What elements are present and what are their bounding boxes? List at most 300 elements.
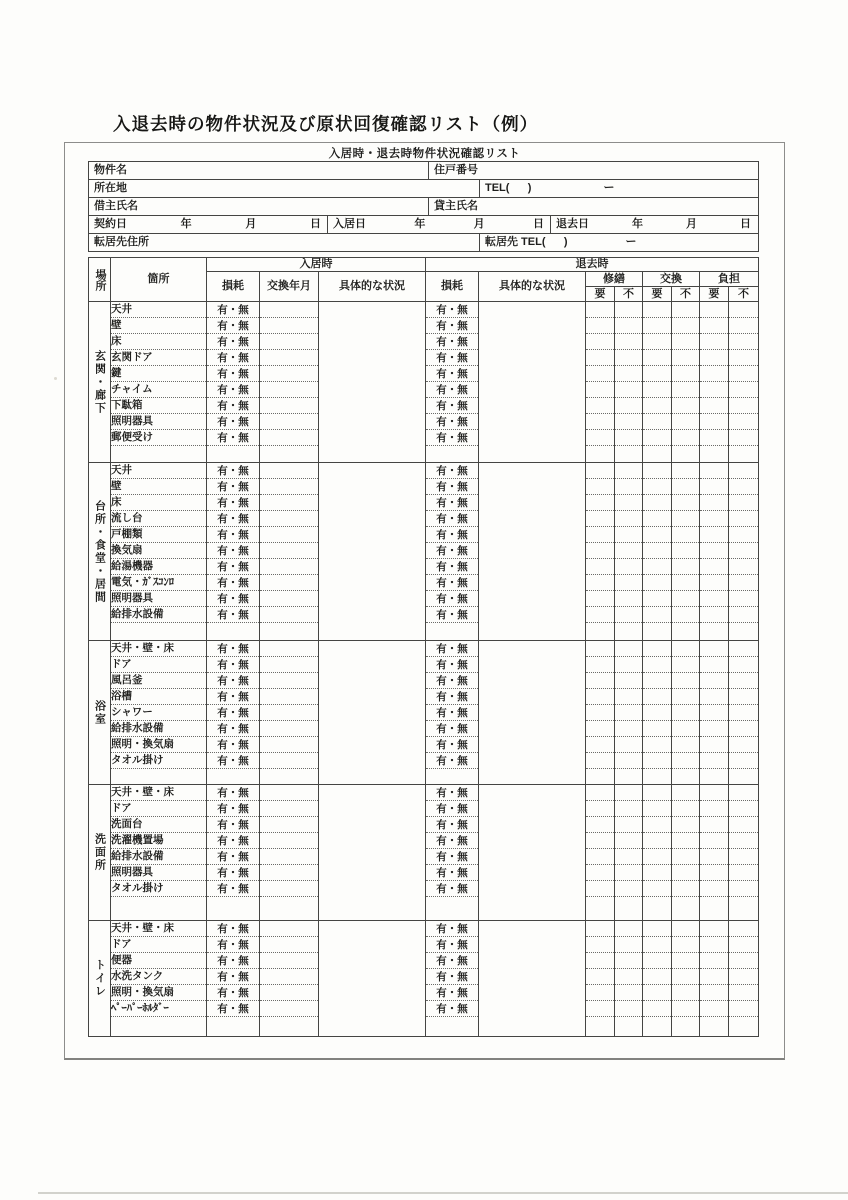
- replace-no-cell: [672, 705, 700, 721]
- burden-yes-cell: [700, 849, 729, 865]
- repair-yes-cell: [586, 865, 615, 881]
- repair-no-cell: [615, 318, 643, 334]
- repair-yes-cell: [586, 366, 615, 382]
- new-tel-field: [479, 234, 757, 251]
- exchange-date-empty: [260, 1017, 319, 1037]
- burden-no-cell: [729, 607, 759, 623]
- movein-wear-value: 有・無: [207, 527, 260, 543]
- replace-yes-cell: [643, 737, 672, 753]
- replace-yes-cell: [643, 511, 672, 527]
- burden-yes-empty: [700, 897, 729, 921]
- repair-yes-cell: [586, 641, 615, 657]
- moveout-wear-value: 有・無: [426, 673, 479, 689]
- replace-yes-cell: [643, 641, 672, 657]
- replace-yes-cell: [643, 969, 672, 985]
- exchange-date-cell: [260, 937, 319, 953]
- replace-no-empty: [672, 897, 700, 921]
- repair-yes-cell: [586, 801, 615, 817]
- burden-yes-cell: [700, 833, 729, 849]
- movein-wear-value: 有・無: [207, 366, 260, 382]
- header-movein: 入居時: [207, 258, 426, 272]
- replace-no-cell: [672, 382, 700, 398]
- repair-yes-cell: [586, 969, 615, 985]
- burden-no-cell: [729, 937, 759, 953]
- replace-yes-cell: [643, 479, 672, 495]
- moveout-wear-value: 有・無: [426, 495, 479, 511]
- replace-no-cell: [672, 673, 700, 689]
- burden-yes-cell: [700, 817, 729, 833]
- contract-day-label: 日: [309, 218, 321, 230]
- moveout-wear-value: 有・無: [426, 969, 479, 985]
- burden-no-cell: [729, 737, 759, 753]
- replace-yes-cell: [643, 753, 672, 769]
- movein-condition-cell: [319, 921, 426, 1037]
- replace-yes-empty: [643, 897, 672, 921]
- replace-no-cell: [672, 591, 700, 607]
- repair-yes-cell: [586, 737, 615, 753]
- movein-condition-cell: [319, 785, 426, 921]
- repair-no-cell: [615, 414, 643, 430]
- burden-yes-cell: [700, 673, 729, 689]
- header-burden-not: 不: [729, 287, 759, 302]
- moveout-day-label: 日: [740, 218, 751, 230]
- burden-no-cell: [729, 575, 759, 591]
- exchange-date-cell: [260, 753, 319, 769]
- replace-no-cell: [672, 953, 700, 969]
- replace-yes-cell: [643, 607, 672, 623]
- scan-artifact-speck: [54, 377, 57, 380]
- burden-no-cell: [729, 511, 759, 527]
- header-movein-condition: 具体的な状況: [319, 272, 426, 302]
- replace-yes-cell: [643, 382, 672, 398]
- movein-wear-value: 有・無: [207, 785, 260, 801]
- moveout-wear-value: 有・無: [426, 543, 479, 559]
- moveout-wear-empty: [426, 1017, 479, 1037]
- exchange-date-cell: [260, 641, 319, 657]
- replace-no-empty: [672, 1017, 700, 1037]
- unit-number-field: 住戸番号: [428, 162, 757, 179]
- moveout-wear-value: 有・無: [426, 511, 479, 527]
- moveout-wear-value: 有・無: [426, 937, 479, 953]
- tel-dash: ー: [603, 182, 615, 194]
- item-label: 水洗タンク: [111, 969, 207, 985]
- burden-no-cell: [729, 833, 759, 849]
- movein-condition-cell: [319, 463, 426, 641]
- replace-no-cell: [672, 366, 700, 382]
- repair-no-cell: [615, 985, 643, 1001]
- repair-yes-cell: [586, 705, 615, 721]
- repair-yes-cell: [586, 479, 615, 495]
- moveout-condition-cell: [479, 785, 586, 921]
- replace-no-cell: [672, 881, 700, 897]
- item-label: 天井: [111, 463, 207, 479]
- replace-yes-cell: [643, 689, 672, 705]
- moveout-condition-cell: [479, 921, 586, 1037]
- repair-yes-cell: [586, 833, 615, 849]
- exchange-date-cell: [260, 463, 319, 479]
- table-row: [89, 463, 759, 479]
- burden-no-cell: [729, 527, 759, 543]
- movein-wear-value: 有・無: [207, 302, 260, 318]
- burden-no-cell: [729, 430, 759, 446]
- burden-yes-cell: [700, 657, 729, 673]
- moveout-wear-value: 有・無: [426, 350, 479, 366]
- exchange-date-cell: [260, 543, 319, 559]
- replace-yes-cell: [643, 705, 672, 721]
- repair-no-cell: [615, 801, 643, 817]
- header-moveout: 退去時: [426, 258, 759, 272]
- burden-no-cell: [729, 657, 759, 673]
- replace-yes-empty: [643, 769, 672, 785]
- repair-no-empty: [615, 897, 643, 921]
- moveout-wear-value: 有・無: [426, 785, 479, 801]
- movein-wear-empty: [207, 446, 260, 463]
- repair-no-cell: [615, 753, 643, 769]
- burden-no-cell: [729, 689, 759, 705]
- burden-yes-cell: [700, 334, 729, 350]
- replace-no-empty: [672, 623, 700, 641]
- burden-no-cell: [729, 463, 759, 479]
- replace-yes-cell: [643, 366, 672, 382]
- exchange-date-cell: [260, 801, 319, 817]
- scan-artifact-line: [38, 1192, 848, 1194]
- exchange-date-cell: [260, 559, 319, 575]
- repair-no-cell: [615, 398, 643, 414]
- repair-no-cell: [615, 382, 643, 398]
- moveout-wear-value: 有・無: [426, 398, 479, 414]
- burden-no-cell: [729, 495, 759, 511]
- repair-yes-cell: [586, 953, 615, 969]
- replace-no-cell: [672, 753, 700, 769]
- burden-yes-cell: [700, 318, 729, 334]
- info-row-4: [89, 215, 758, 233]
- burden-yes-cell: [700, 705, 729, 721]
- burden-yes-cell: [700, 865, 729, 881]
- burden-yes-cell: [700, 785, 729, 801]
- movein-wear-value: 有・無: [207, 849, 260, 865]
- burden-no-cell: [729, 398, 759, 414]
- item-label-empty: [111, 769, 207, 785]
- address-field: 所在地: [94, 182, 127, 194]
- replace-yes-cell: [643, 785, 672, 801]
- repair-yes-cell: [586, 753, 615, 769]
- header-burden-required: 要: [700, 287, 729, 302]
- item-label: タオル掛け: [111, 753, 207, 769]
- section-1: [89, 302, 759, 463]
- moveout-wear-value: 有・無: [426, 865, 479, 881]
- replace-no-cell: [672, 559, 700, 575]
- exchange-date-cell: [260, 689, 319, 705]
- repair-no-cell: [615, 607, 643, 623]
- replace-no-cell: [672, 721, 700, 737]
- moveout-wear-value: 有・無: [426, 705, 479, 721]
- replace-yes-cell: [643, 318, 672, 334]
- repair-no-empty: [615, 623, 643, 641]
- item-label: 浴槽: [111, 689, 207, 705]
- item-label: 照明・換気扇: [111, 737, 207, 753]
- burden-yes-cell: [700, 921, 729, 937]
- burden-no-cell: [729, 881, 759, 897]
- repair-yes-empty: [586, 446, 615, 463]
- replace-yes-cell: [643, 414, 672, 430]
- burden-yes-cell: [700, 527, 729, 543]
- header-place: 場所: [89, 258, 111, 302]
- burden-yes-cell: [700, 753, 729, 769]
- exchange-date-cell: [260, 737, 319, 753]
- movein-wear-value: 有・無: [207, 463, 260, 479]
- replace-yes-cell: [643, 591, 672, 607]
- replace-no-cell: [672, 737, 700, 753]
- burden-yes-cell: [700, 737, 729, 753]
- moveout-wear-value: 有・無: [426, 801, 479, 817]
- item-label: 天井: [111, 302, 207, 318]
- section-place-label: トイレ: [89, 921, 111, 1037]
- item-label: タオル掛け: [111, 881, 207, 897]
- tel-label: TEL( ): [485, 182, 532, 194]
- repair-no-cell: [615, 302, 643, 318]
- repair-no-cell: [615, 881, 643, 897]
- movein-condition-cell: [319, 641, 426, 785]
- burden-no-cell: [729, 753, 759, 769]
- replace-no-cell: [672, 833, 700, 849]
- replace-no-empty: [672, 769, 700, 785]
- burden-yes-cell: [700, 430, 729, 446]
- repair-yes-cell: [586, 350, 615, 366]
- item-label: ﾍﾟｰﾊﾟｰﾎﾙﾀﾞｰ: [111, 1001, 207, 1017]
- moveout-wear-value: 有・無: [426, 430, 479, 446]
- landlord-name-field: 貸主氏名: [428, 198, 757, 215]
- replace-yes-cell: [643, 881, 672, 897]
- burden-no-cell: [729, 969, 759, 985]
- contract-date-field: [89, 216, 327, 233]
- repair-no-cell: [615, 785, 643, 801]
- burden-yes-cell: [700, 969, 729, 985]
- exchange-date-cell: [260, 527, 319, 543]
- burden-no-cell: [729, 366, 759, 382]
- header-repair-not: 不: [615, 287, 643, 302]
- item-label: 照明器具: [111, 865, 207, 881]
- repair-no-cell: [615, 641, 643, 657]
- new-tel-label: 転居先 TEL( ): [485, 236, 568, 248]
- item-label: 洗面台: [111, 817, 207, 833]
- repair-yes-cell: [586, 817, 615, 833]
- item-label: 流し台: [111, 511, 207, 527]
- header-replace-not: 不: [672, 287, 700, 302]
- exchange-date-cell: [260, 1001, 319, 1017]
- replace-yes-cell: [643, 430, 672, 446]
- replace-yes-cell: [643, 575, 672, 591]
- replace-no-cell: [672, 817, 700, 833]
- form-subtitle: 入居時・退去時物件状況確認リスト: [328, 148, 521, 160]
- header-location: 箇所: [111, 258, 207, 302]
- item-label: 電気・ｶﾞｽｺﾝﾛ: [111, 575, 207, 591]
- repair-no-cell: [615, 849, 643, 865]
- moveout-wear-value: 有・無: [426, 479, 479, 495]
- burden-yes-empty: [700, 1017, 729, 1037]
- movein-wear-value: 有・無: [207, 865, 260, 881]
- replace-yes-cell: [643, 398, 672, 414]
- repair-yes-cell: [586, 921, 615, 937]
- repair-yes-empty: [586, 769, 615, 785]
- burden-no-cell: [729, 721, 759, 737]
- repair-no-cell: [615, 817, 643, 833]
- moveout-wear-value: 有・無: [426, 318, 479, 334]
- repair-yes-cell: [586, 382, 615, 398]
- header-replace-required: 要: [643, 287, 672, 302]
- replace-no-cell: [672, 334, 700, 350]
- burden-no-cell: [729, 953, 759, 969]
- movein-wear-value: 有・無: [207, 511, 260, 527]
- replace-no-cell: [672, 657, 700, 673]
- section-place-label: 洗面所: [89, 785, 111, 921]
- item-label: 天井・壁・床: [111, 921, 207, 937]
- repair-no-cell: [615, 673, 643, 689]
- new-tel-dash: ー: [625, 236, 637, 248]
- movein-wear-value: 有・無: [207, 657, 260, 673]
- item-label: 給排水設備: [111, 607, 207, 623]
- item-label: 下駄箱: [111, 398, 207, 414]
- table-row: [89, 921, 759, 937]
- item-label: 壁: [111, 318, 207, 334]
- item-label: 照明器具: [111, 591, 207, 607]
- movein-wear-value: 有・無: [207, 801, 260, 817]
- burden-yes-cell: [700, 607, 729, 623]
- repair-yes-cell: [586, 430, 615, 446]
- replace-no-cell: [672, 398, 700, 414]
- moveout-wear-value: 有・無: [426, 721, 479, 737]
- movein-month-label: 月: [473, 218, 485, 230]
- burden-no-cell: [729, 921, 759, 937]
- repair-no-empty: [615, 1017, 643, 1037]
- replace-yes-empty: [643, 623, 672, 641]
- repair-yes-cell: [586, 543, 615, 559]
- repair-no-cell: [615, 833, 643, 849]
- burden-no-cell: [729, 318, 759, 334]
- table-row: [89, 302, 759, 318]
- repair-yes-cell: [586, 414, 615, 430]
- repair-no-cell: [615, 511, 643, 527]
- repair-no-cell: [615, 559, 643, 575]
- moveout-condition-cell: [479, 302, 586, 463]
- replace-no-cell: [672, 985, 700, 1001]
- repair-yes-cell: [586, 302, 615, 318]
- replace-yes-cell: [643, 527, 672, 543]
- movein-wear-value: 有・無: [207, 495, 260, 511]
- burden-yes-cell: [700, 575, 729, 591]
- movein-wear-value: 有・無: [207, 607, 260, 623]
- repair-yes-cell: [586, 495, 615, 511]
- replace-yes-cell: [643, 302, 672, 318]
- exchange-date-cell: [260, 865, 319, 881]
- exchange-date-empty: [260, 623, 319, 641]
- header-movein-wear: 損耗: [207, 272, 260, 302]
- exchange-date-cell: [260, 705, 319, 721]
- burden-no-cell: [729, 705, 759, 721]
- moveout-wear-value: 有・無: [426, 382, 479, 398]
- burden-yes-cell: [700, 1001, 729, 1017]
- movein-wear-value: 有・無: [207, 673, 260, 689]
- item-label: 便器: [111, 953, 207, 969]
- moveout-wear-value: 有・無: [426, 559, 479, 575]
- item-label: ドア: [111, 801, 207, 817]
- burden-yes-cell: [700, 302, 729, 318]
- burden-yes-cell: [700, 953, 729, 969]
- replace-yes-empty: [643, 446, 672, 463]
- repair-no-cell: [615, 689, 643, 705]
- movein-wear-value: 有・無: [207, 543, 260, 559]
- burden-yes-empty: [700, 623, 729, 641]
- repair-no-cell: [615, 969, 643, 985]
- section-2: [89, 463, 759, 641]
- replace-no-cell: [672, 849, 700, 865]
- burden-no-cell: [729, 414, 759, 430]
- moveout-condition-cell: [479, 463, 586, 641]
- movein-day-label: 日: [532, 218, 544, 230]
- moveout-wear-value: 有・無: [426, 527, 479, 543]
- burden-no-empty: [729, 1017, 759, 1037]
- repair-yes-cell: [586, 575, 615, 591]
- main-table: [88, 257, 759, 1037]
- movein-condition-cell: [319, 302, 426, 463]
- replace-yes-cell: [643, 463, 672, 479]
- contract-year-label: 年: [180, 218, 192, 230]
- repair-no-cell: [615, 705, 643, 721]
- item-label: 照明器具: [111, 414, 207, 430]
- repair-yes-cell: [586, 334, 615, 350]
- moveout-wear-value: 有・無: [426, 641, 479, 657]
- header-exchange-date: 交換年月: [260, 272, 319, 302]
- tel-field: [479, 180, 757, 197]
- movein-wear-value: 有・無: [207, 737, 260, 753]
- exchange-date-empty: [260, 897, 319, 921]
- movein-wear-value: 有・無: [207, 398, 260, 414]
- exchange-date-cell: [260, 302, 319, 318]
- table-row: [89, 641, 759, 657]
- exchange-date-cell: [260, 366, 319, 382]
- repair-no-cell: [615, 463, 643, 479]
- movein-wear-value: 有・無: [207, 689, 260, 705]
- burden-yes-cell: [700, 495, 729, 511]
- moveout-wear-value: 有・無: [426, 366, 479, 382]
- repair-yes-cell: [586, 463, 615, 479]
- item-label: ドア: [111, 937, 207, 953]
- exchange-date-cell: [260, 607, 319, 623]
- item-label: 戸棚類: [111, 527, 207, 543]
- burden-no-cell: [729, 849, 759, 865]
- item-label: 玄関ドア: [111, 350, 207, 366]
- moveout-wear-value: 有・無: [426, 657, 479, 673]
- movein-wear-value: 有・無: [207, 969, 260, 985]
- replace-yes-cell: [643, 985, 672, 1001]
- item-label-empty: [111, 1017, 207, 1037]
- burden-yes-cell: [700, 398, 729, 414]
- replace-no-cell: [672, 785, 700, 801]
- repair-yes-cell: [586, 527, 615, 543]
- repair-yes-cell: [586, 559, 615, 575]
- item-label: 鍵: [111, 366, 207, 382]
- burden-yes-cell: [700, 591, 729, 607]
- movein-wear-empty: [207, 897, 260, 921]
- moveout-wear-value: 有・無: [426, 591, 479, 607]
- section-5: [89, 921, 759, 1037]
- item-label: チャイム: [111, 382, 207, 398]
- burden-no-cell: [729, 673, 759, 689]
- replace-yes-cell: [643, 543, 672, 559]
- burden-no-cell: [729, 641, 759, 657]
- item-label: 給排水設備: [111, 849, 207, 865]
- form-outer-box: [64, 142, 785, 1060]
- item-label: 壁: [111, 479, 207, 495]
